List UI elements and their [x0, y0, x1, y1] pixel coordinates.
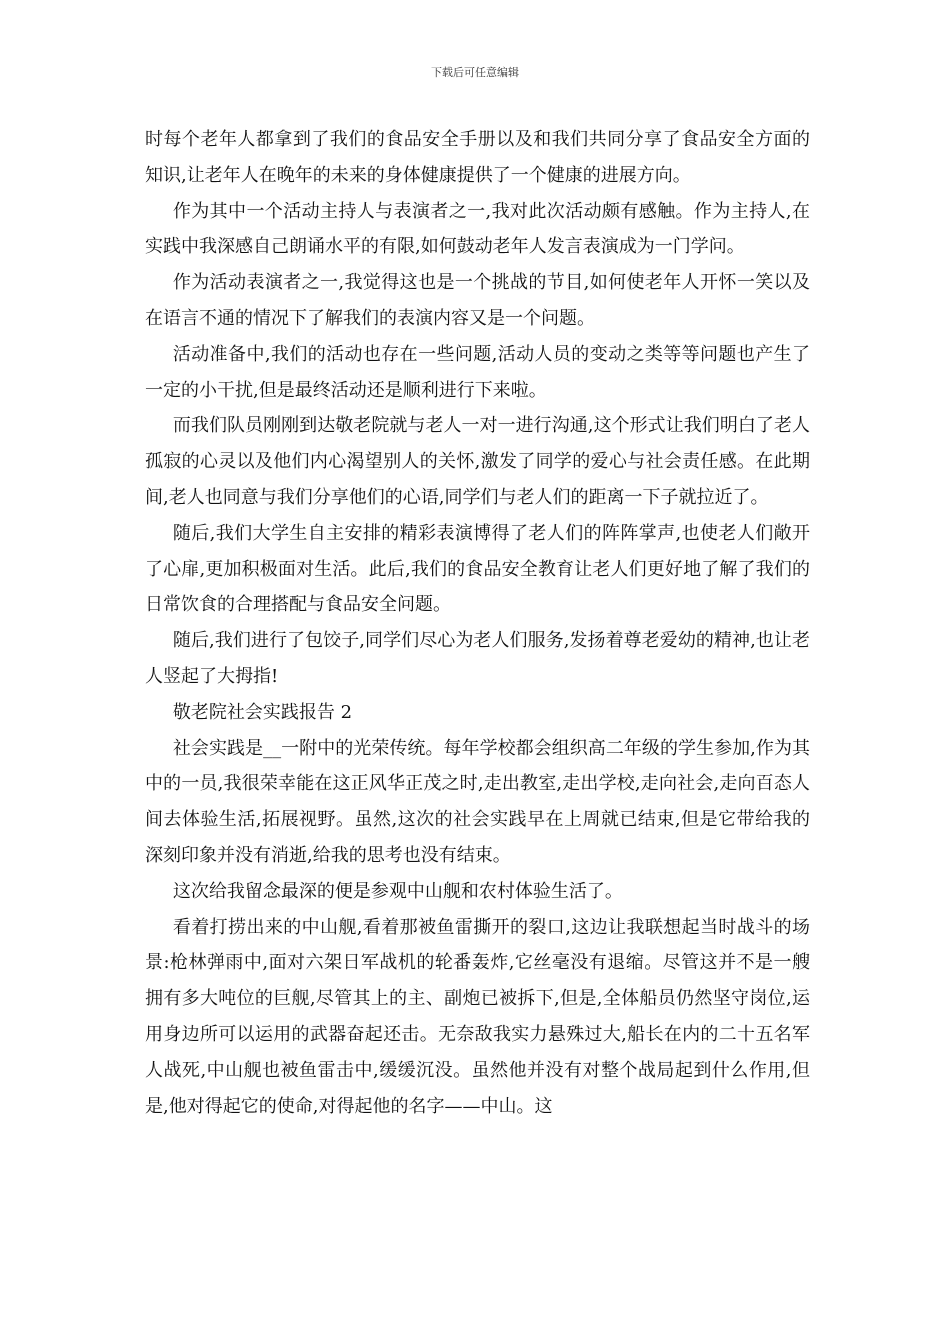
paragraph-7: 随后,我们进行了包饺子,同学们尽心为老人们服务,发扬着尊老爱幼的精神,也让老人竖起了大拇指!: [145, 630, 810, 687]
paragraph-4: 活动准备中,我们的活动也存在一些问题,活动人员的变动之类等等问题也产生了一定的小干扰,但是最终活动还是顺利进行下来啦。: [145, 343, 810, 401]
page-header: 下载后可任意编辑: [431, 66, 519, 79]
section-heading: 敬老院社会实践报告 2: [172, 701, 353, 723]
document-body: [145, 122, 810, 1124]
paragraph-8: 社会实践是__一附中的光荣传统。每年学校都会组织高二年级的学生参加,作为其中的一员,我很荣幸能在这正风华正茂之时,走出教室,走出学校,走向社会,走向百态人间去体验生活,拓展视野。虽然,这次的社会实践早在上周就已结束,但是它带给我的深刻印象并没有消逝,给我的思考也没有结束。: [145, 737, 810, 866]
paragraph-5: 而我们队员刚刚到达敬老院就与老人一对一进行沟通,这个形式让我们明白了老人孤寂的心灵以及他们内心渴望别人的关怀,激发了同学的爱心与社会责任感。在此期间,老人也同意与我们分享他们的心语,同学们与老人们的距离一下子就拉近了。: [145, 415, 810, 508]
paragraph-9: 这次给我留念最深的便是参观中山舰和农村体验生活了。: [172, 880, 623, 902]
paragraph-3: 作为活动表演者之一,我觉得这也是一个挑战的节目,如何使老年人开怀一笑以及在语言不通的情况下了解我们的表演内容又是一个问题。: [145, 272, 810, 329]
paragraph-1: 时每个老年人都拿到了我们的食品安全手册以及和我们共同分享了食品安全方面的知识,让老年人在晚年的未来的身体健康提供了一个健康的进展方向。: [145, 129, 810, 186]
paragraph-6: 随后,我们大学生自主安排的精彩表演博得了老人们的阵阵掌声,也使老人们敞开了心扉,更加积极面对生活。此后,我们的食品安全教育让老人们更好地了解了我们的日常饮食的合理搭配与食品安全问题。: [145, 522, 810, 616]
paragraph-2: 作为其中一个活动主持人与表演者之一,我对此次活动颇有感触。作为主持人,在实践中我深感自己朗诵水平的有限,如何鼓动老年人发言表演成为一门学问。: [145, 200, 810, 258]
paragraph-10: 看着打捞出来的中山舰,看着那被鱼雷撕开的裂口,这边让我联想起当时战斗的场景:枪林弹雨中,面对六架日军战机的轮番轰炸,它丝毫没有退缩。尽管这并不是一艘拥有多大吨位的巨舰,尽管其上的主、副炮已被拆下,但是,全体船员仍然坚守岗位,运用身边所可以运用的武器奋起还击。无奈敌我实力悬殊过大,船长在内的二十五名军人战死,中山舰也被鱼雷击中,缓缓沉没。虽然他并没有对整个战局起到什么作用,但是,他对得起它的使命,对得起他的名字——中山。这: [145, 916, 810, 1117]
